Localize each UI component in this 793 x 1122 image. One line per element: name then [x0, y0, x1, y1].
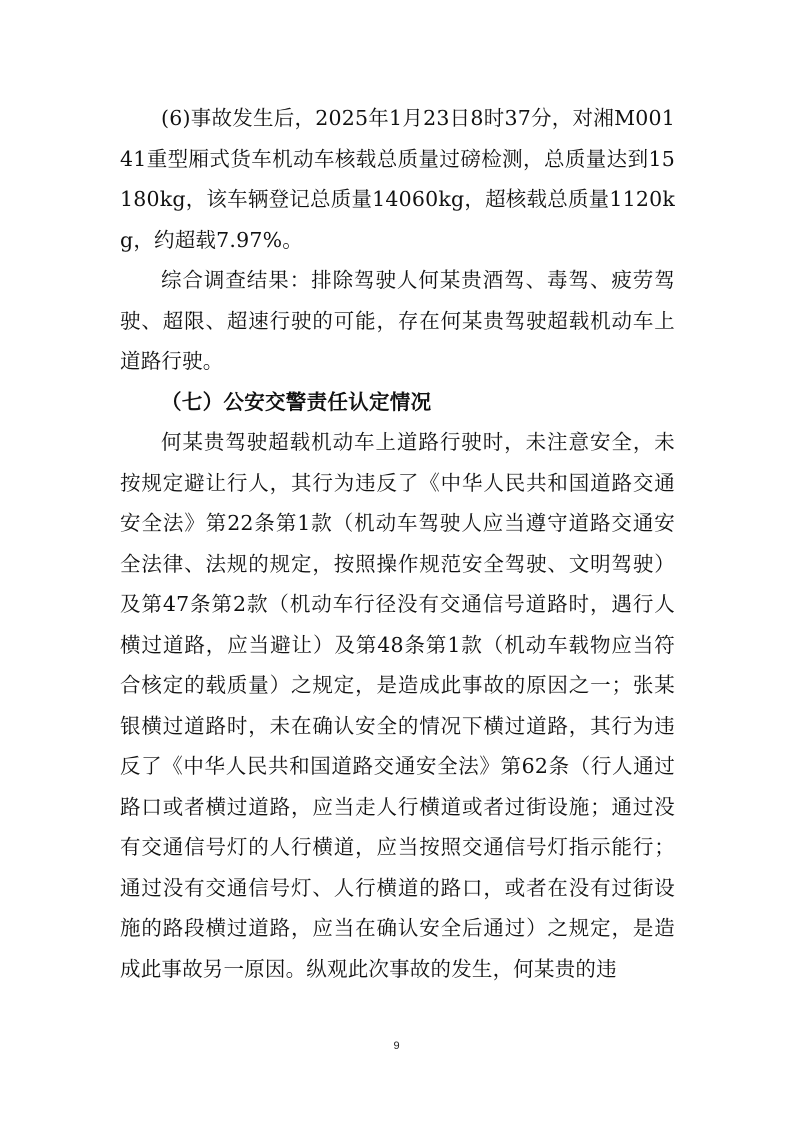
- document-body: [120, 98, 675, 989]
- section-heading: （七）公安交警责任认定情况: [161, 389, 432, 414]
- paragraph-responsibility: 何某贵驾驶超载机动车上道路行驶时，未注意安全，未按规定避让行人，其行为违反了《中华人民共和国道路交通安全法》第22条第1款（机动车驾驶人应当遵守道路交通安全法律、法规的规定，按照操作规范安全驾驶、文明驾驶）及第47条第2款（机动车行径没有交通信号道路时，遇行人横过道路，应当避让）及第48条第1款（机动车载物应当符合核定的载质量）之规定，是造成此事故的原因之一；张某银横过道路时，未在确认安全的情况下横过道路，其行为违反了《中华人民共和国道路交通安全法》第62条（行人通过路口或者横过道路，应当走人行横道或者过街设施；通过没有交通信号灯的人行横道，应当按照交通信号灯指示能行；通过没有交通信号灯、人行横道的路口，或者在没有过街设施的路段横过道路，应当在确认安全后通过）之规定，是造成此事故另一原因。纵观此次事故的发生，何某贵的违: [120, 430, 675, 981]
- page-number: 9: [393, 1040, 400, 1052]
- paragraph-investigation-summary: 综合调查结果：排除驾驶人何某贵酒驾、毒驾、疲劳驾驶、超限、超速行驶的可能，存在何某贵驾驶超载机动车上道路行驶。: [120, 268, 675, 373]
- paragraph-weighing-result: (6)事故发生后，2025年1月23日8时37分，对湘M00141重型厢式货车机动车核载总质量过磅检测，总质量达到15180kg，该车辆登记总质量14060kg，超核载总质量1120kg，约超载7.97%。: [120, 106, 675, 252]
